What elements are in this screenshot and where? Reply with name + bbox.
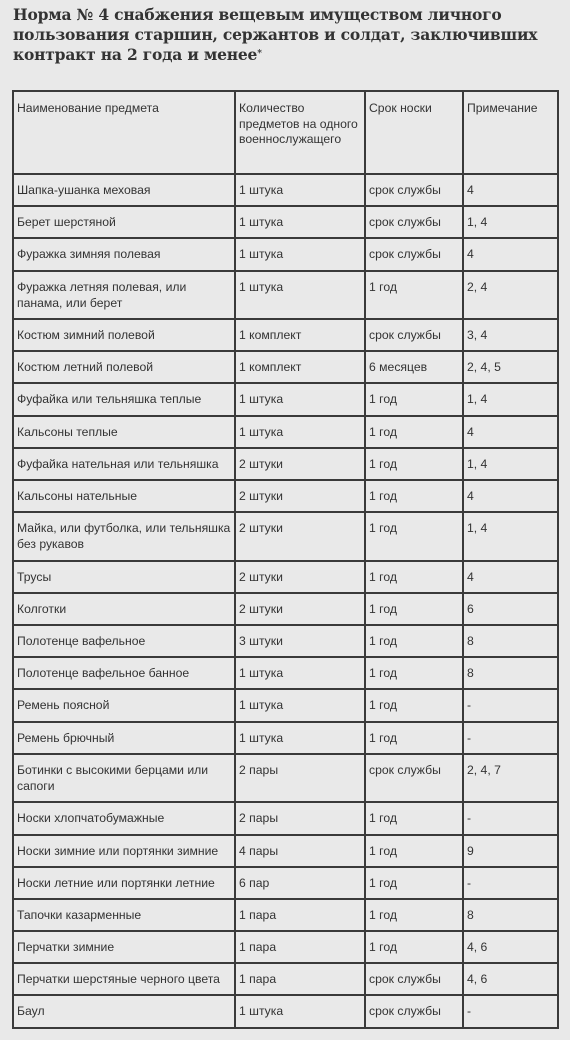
table-row — [13, 722, 558, 754]
cell-item-name: Фуражка летняя полевая, или панама, или берет — [13, 271, 235, 320]
cell-wear-period: срок службы — [365, 319, 463, 351]
cell-note: - — [463, 867, 558, 899]
cell-wear-period: 1 год — [365, 722, 463, 754]
header-wear-period: Срок носки — [365, 91, 463, 174]
cell-note: 8 — [463, 657, 558, 689]
cell-quantity: 1 пара — [235, 963, 365, 995]
cell-item-name: Фуфайка или тельняшка теплые — [13, 383, 235, 415]
cell-quantity: 1 штука — [235, 238, 365, 270]
cell-wear-period: 1 год — [365, 448, 463, 480]
table-row — [13, 689, 558, 721]
table-row — [13, 625, 558, 657]
cell-item-name: Шапка-ушанка меховая — [13, 174, 235, 206]
table-row — [13, 867, 558, 899]
cell-note: 1, 4 — [463, 512, 558, 561]
cell-quantity: 2 штуки — [235, 512, 365, 561]
header-item-name: Наименование предмета — [13, 91, 235, 174]
cell-note: 2, 4 — [463, 271, 558, 320]
cell-item-name: Фуфайка нательная или тельняшка — [13, 448, 235, 480]
cell-wear-period: 1 год — [365, 802, 463, 834]
cell-item-name: Колготки — [13, 593, 235, 625]
cell-wear-period: 1 год — [365, 271, 463, 320]
cell-note: 9 — [463, 835, 558, 867]
cell-wear-period: 1 год — [365, 657, 463, 689]
table-row — [13, 238, 558, 270]
table-row — [13, 899, 558, 931]
cell-wear-period: 1 год — [365, 867, 463, 899]
cell-note: - — [463, 802, 558, 834]
table-row — [13, 931, 558, 963]
cell-note: - — [463, 995, 558, 1027]
table-row — [13, 754, 558, 803]
cell-item-name: Баул — [13, 995, 235, 1027]
cell-wear-period: срок службы — [365, 963, 463, 995]
cell-note: 8 — [463, 899, 558, 931]
header-note: Примечание — [463, 91, 558, 174]
cell-note: 4 — [463, 416, 558, 448]
cell-wear-period: срок службы — [365, 754, 463, 803]
cell-wear-period: 1 год — [365, 561, 463, 593]
cell-wear-period: 1 год — [365, 625, 463, 657]
table-row — [13, 480, 558, 512]
cell-wear-period: срок службы — [365, 206, 463, 238]
cell-quantity: 2 штуки — [235, 480, 365, 512]
footnote-mark: * — [257, 49, 262, 59]
cell-item-name: Полотенце вафельное банное — [13, 657, 235, 689]
header-quantity: Количество предметов на одного военнослужащего — [235, 91, 365, 174]
cell-quantity: 2 штуки — [235, 448, 365, 480]
table-row — [13, 835, 558, 867]
cell-wear-period: 1 год — [365, 383, 463, 415]
cell-note: 8 — [463, 625, 558, 657]
table-row — [13, 593, 558, 625]
cell-note: 1, 4 — [463, 206, 558, 238]
cell-wear-period: срок службы — [365, 238, 463, 270]
cell-quantity: 1 пара — [235, 931, 365, 963]
cell-quantity: 1 штука — [235, 416, 365, 448]
cell-note: 4 — [463, 238, 558, 270]
document-title-text: Норма № 4 снабжения вещевым имуществом личного пользования старшин, сержантов и солдат, заключивших контракт на 2 года и менее — [13, 5, 538, 64]
table-row — [13, 448, 558, 480]
cell-note: 4 — [463, 561, 558, 593]
table-row — [13, 512, 558, 561]
cell-quantity: 1 штука — [235, 383, 365, 415]
cell-item-name: Тапочки казарменные — [13, 899, 235, 931]
cell-wear-period: срок службы — [365, 995, 463, 1027]
cell-quantity: 3 штуки — [235, 625, 365, 657]
supply-norm-table — [12, 90, 559, 1029]
cell-quantity: 6 пар — [235, 867, 365, 899]
cell-note: 4, 6 — [463, 931, 558, 963]
cell-item-name: Фуражка зимняя полевая — [13, 238, 235, 270]
cell-item-name: Перчатки зимние — [13, 931, 235, 963]
cell-quantity: 1 штука — [235, 689, 365, 721]
cell-wear-period: 1 год — [365, 593, 463, 625]
cell-wear-period: 6 месяцев — [365, 351, 463, 383]
cell-item-name: Ремень поясной — [13, 689, 235, 721]
table-row — [13, 174, 558, 206]
table-row — [13, 963, 558, 995]
cell-wear-period: 1 год — [365, 835, 463, 867]
cell-item-name: Перчатки шерстяные черного цвета — [13, 963, 235, 995]
cell-item-name: Кальсоны теплые — [13, 416, 235, 448]
cell-quantity: 2 штуки — [235, 593, 365, 625]
cell-quantity: 2 пары — [235, 754, 365, 803]
cell-item-name: Берет шерстяной — [13, 206, 235, 238]
cell-wear-period: 1 год — [365, 512, 463, 561]
cell-quantity: 1 комплект — [235, 351, 365, 383]
cell-note: 1, 4 — [463, 383, 558, 415]
cell-note: - — [463, 689, 558, 721]
table-row — [13, 657, 558, 689]
cell-item-name: Костюм летний полевой — [13, 351, 235, 383]
cell-wear-period: 1 год — [365, 689, 463, 721]
cell-quantity: 2 штуки — [235, 561, 365, 593]
cell-item-name: Полотенце вафельное — [13, 625, 235, 657]
table-header-row — [13, 91, 558, 174]
cell-quantity: 4 пары — [235, 835, 365, 867]
cell-quantity: 1 штука — [235, 657, 365, 689]
table-row — [13, 206, 558, 238]
cell-item-name: Кальсоны нательные — [13, 480, 235, 512]
cell-quantity: 1 штука — [235, 206, 365, 238]
cell-quantity: 1 пара — [235, 899, 365, 931]
cell-item-name: Майка, или футболка, или тельняшка без рукавов — [13, 512, 235, 561]
cell-item-name: Костюм зимний полевой — [13, 319, 235, 351]
table-row — [13, 995, 558, 1027]
table-row — [13, 416, 558, 448]
cell-note: 6 — [463, 593, 558, 625]
cell-wear-period: 1 год — [365, 899, 463, 931]
cell-item-name: Носки зимние или портянки зимние — [13, 835, 235, 867]
table-row — [13, 351, 558, 383]
cell-item-name: Ремень брючный — [13, 722, 235, 754]
cell-item-name: Носки хлопчатобумажные — [13, 802, 235, 834]
cell-note: 3, 4 — [463, 319, 558, 351]
cell-note: 1, 4 — [463, 448, 558, 480]
cell-quantity: 1 штука — [235, 995, 365, 1027]
cell-note: 4, 6 — [463, 963, 558, 995]
cell-wear-period: срок службы — [365, 174, 463, 206]
cell-quantity: 1 комплект — [235, 319, 365, 351]
cell-quantity: 1 штука — [235, 271, 365, 320]
cell-item-name: Трусы — [13, 561, 235, 593]
table-row — [13, 271, 558, 320]
cell-quantity: 1 штука — [235, 174, 365, 206]
document-title — [13, 5, 561, 65]
cell-wear-period: 1 год — [365, 931, 463, 963]
cell-wear-period: 1 год — [365, 480, 463, 512]
table-row — [13, 319, 558, 351]
cell-note: 2, 4, 7 — [463, 754, 558, 803]
cell-item-name: Носки летние или портянки летние — [13, 867, 235, 899]
cell-item-name: Ботинки с высокими берцами или сапоги — [13, 754, 235, 803]
cell-note: 2, 4, 5 — [463, 351, 558, 383]
cell-note: 4 — [463, 174, 558, 206]
cell-wear-period: 1 год — [365, 416, 463, 448]
table-row — [13, 802, 558, 834]
cell-quantity: 2 пары — [235, 802, 365, 834]
cell-quantity: 1 штука — [235, 722, 365, 754]
cell-note: - — [463, 722, 558, 754]
cell-note: 4 — [463, 480, 558, 512]
table-row — [13, 561, 558, 593]
table-row — [13, 383, 558, 415]
